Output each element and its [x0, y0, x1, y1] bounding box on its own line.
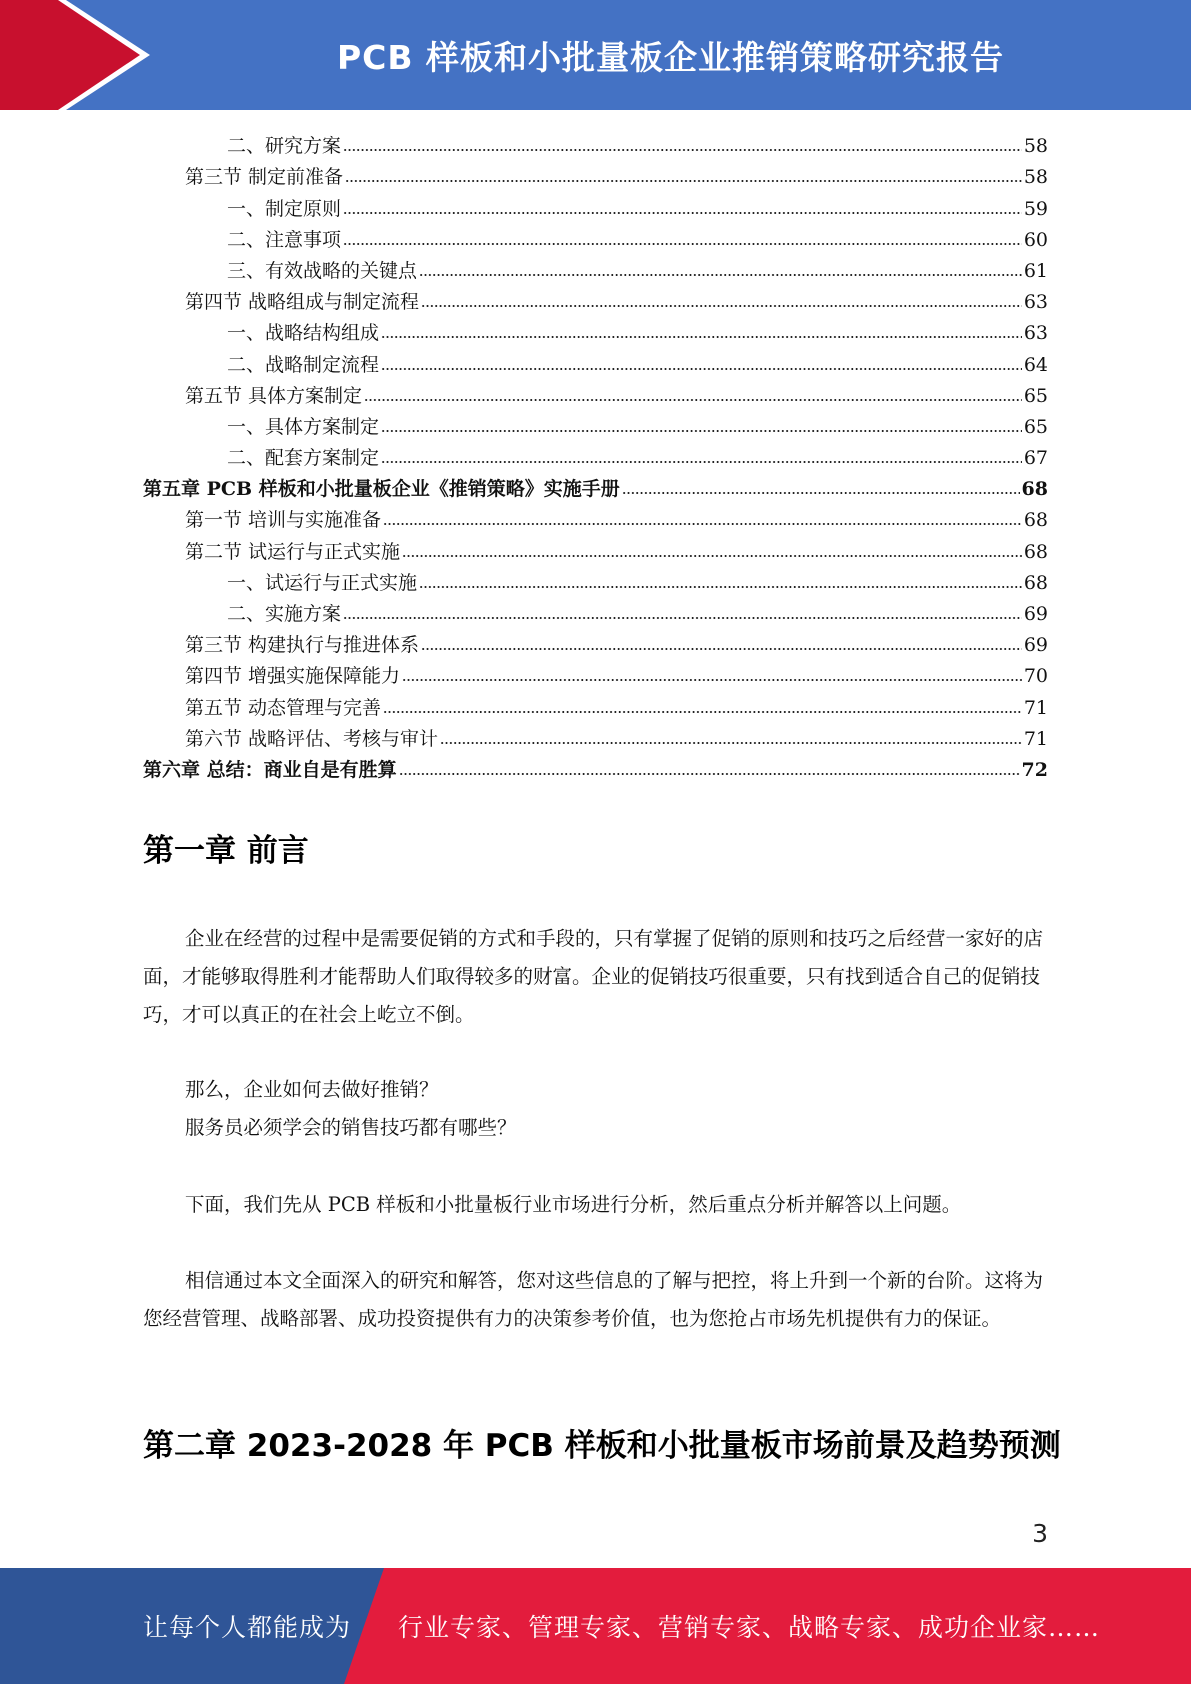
- closing-paragraph: 相信通过本文全面深入的研究和解答，您对这些信息的了解与把控，将上升到一个新的台阶。这将为您经营管理、战略部署、成功投资提供有力的决策参考价值，也为您抢占市场先机提供有力的保证。: [143, 1269, 1044, 1330]
- toc-entry-page: 61: [1023, 259, 1048, 282]
- toc-entry[interactable]: [143, 501, 1048, 532]
- intro-paragraph: 企业在经营的过程中是需要促销的方式和手段的，只有掌握了促销的原则和技巧之后经营一家好的店面，才能够取得胜利才能帮助人们取得较多的财富。企业的促销技巧很重要，只有找到适合自己的促销技巧，才可以真正的在社会上屹立不倒。: [143, 927, 1044, 1026]
- toc-entry[interactable]: [143, 751, 1048, 782]
- toc-entry-title: 三、有效战略的关键点: [227, 259, 418, 282]
- toc-entry-title: 二、实施方案: [227, 603, 342, 625]
- toc-entry-page: 64: [1023, 353, 1048, 376]
- toc-dot-leader: [343, 241, 1022, 247]
- toc-entry-title: 一、战略结构组成: [227, 322, 380, 345]
- toc-entry-title: 第二节 试运行与正式实施: [185, 540, 401, 563]
- toc-dot-leader: [383, 521, 1022, 527]
- toc-dot-leader: [622, 490, 1020, 496]
- header-arrow-graphic: [0, 0, 160, 110]
- toc-entry-page: 58: [1023, 166, 1048, 189]
- toc-dot-leader: [421, 303, 1022, 309]
- footer-slogan-left: 让每个人都能成为: [143, 1613, 352, 1642]
- toc-entry-title: 第三节 构建执行与推进体系: [185, 634, 420, 657]
- table-of-contents: [143, 127, 1048, 782]
- toc-entry-title: 二、配套方案制定: [227, 447, 380, 470]
- toc-entry[interactable]: [143, 564, 1048, 595]
- toc-entry-page: 63: [1023, 291, 1048, 314]
- toc-entry-title: 第一节 培训与实施准备: [185, 509, 382, 532]
- toc-entry-page: 69: [1023, 603, 1048, 625]
- toc-entry[interactable]: [143, 252, 1048, 283]
- question-line: 服务员必须学会的销售技巧都有哪些？: [185, 1116, 517, 1139]
- toc-entry[interactable]: [143, 221, 1048, 252]
- toc-entry-page: 68: [1023, 540, 1048, 563]
- toc-dot-leader: [364, 397, 1022, 403]
- toc-entry-page: 69: [1023, 634, 1048, 657]
- toc-entry-page: 68: [1021, 478, 1048, 501]
- toc-dot-leader: [419, 584, 1022, 590]
- toc-dot-leader: [402, 677, 1022, 683]
- toc-entry-title: 第六节 战略评估、考核与审计: [185, 727, 439, 750]
- toc-entry-title: 二、注意事项: [227, 228, 342, 251]
- toc-entry-title: 二、研究方案: [227, 135, 342, 158]
- toc-entry-page: 58: [1023, 135, 1048, 158]
- toc-dot-leader: [343, 147, 1022, 153]
- toc-dot-leader: [402, 553, 1022, 559]
- toc-entry[interactable]: [143, 595, 1048, 626]
- toc-entry-title: 第五节 动态管理与完善: [185, 696, 382, 719]
- footer-slogan-right: 行业专家、管理专家、营销专家、战略专家、成功企业家……: [398, 1613, 1101, 1642]
- toc-entry-title: 第五章 PCB 样板和小批量板企业《推销策略》实施手册: [143, 478, 620, 501]
- report-title: PCB 样板和小批量板企业推销策略研究报告: [336, 37, 1005, 77]
- toc-entry-page: 65: [1023, 384, 1048, 407]
- toc-entry-page: 71: [1023, 696, 1048, 719]
- toc-entry[interactable]: [143, 688, 1048, 719]
- toc-entry[interactable]: [143, 189, 1048, 220]
- toc-entry[interactable]: [143, 345, 1048, 376]
- toc-entry[interactable]: [143, 158, 1048, 189]
- analysis-paragraph: 下面，我们先从 PCB 样板和小批量板行业市场进行分析，然后重点分析并解答以上问题。: [185, 1193, 962, 1216]
- toc-entry[interactable]: [143, 314, 1048, 345]
- toc-entry-title: 一、试运行与正式实施: [227, 571, 418, 594]
- toc-entry[interactable]: [143, 408, 1048, 439]
- toc-entry-title: 二、战略制定流程: [227, 353, 380, 376]
- page-number: 3: [1032, 1519, 1048, 1548]
- toc-entry-page: 68: [1023, 509, 1048, 532]
- toc-entry-page: 72: [1021, 758, 1048, 781]
- toc-entry-title: 第四节 增强实施保障能力: [185, 665, 401, 688]
- toc-entry-page: 65: [1023, 415, 1048, 438]
- toc-dot-leader: [399, 771, 1020, 777]
- toc-dot-leader: [383, 709, 1022, 715]
- toc-dot-leader: [381, 428, 1022, 434]
- toc-entry[interactable]: [143, 283, 1048, 314]
- toc-dot-leader: [421, 646, 1022, 652]
- toc-dot-leader: [381, 334, 1022, 340]
- toc-entry[interactable]: [143, 439, 1048, 470]
- toc-entry-page: 63: [1023, 322, 1048, 345]
- toc-entry-title: 一、制定原则: [227, 197, 342, 220]
- toc-entry-title: 一、具体方案制定: [227, 415, 380, 438]
- chapter-2-heading: 第二章 2023-2028 年 PCB 样板和小批量板市场前景及趋势预测: [143, 1428, 1061, 1464]
- toc-entry-page: 70: [1023, 665, 1048, 688]
- toc-entry-page: 68: [1023, 571, 1048, 594]
- toc-entry[interactable]: [143, 720, 1048, 751]
- toc-entry[interactable]: [143, 377, 1048, 408]
- toc-entry-title: 第五节 具体方案制定: [185, 384, 363, 407]
- toc-entry-title: 第三节 制定前准备: [185, 166, 344, 189]
- toc-dot-leader: [345, 178, 1022, 184]
- toc-entry-page: 71: [1023, 727, 1048, 750]
- toc-entry-title: 第六章 总结：商业自是有胜算: [143, 758, 397, 781]
- toc-dot-leader: [343, 210, 1022, 216]
- toc-dot-leader: [343, 615, 1022, 621]
- toc-entry[interactable]: [143, 127, 1048, 158]
- toc-dot-leader: [381, 366, 1022, 372]
- toc-entry[interactable]: [143, 470, 1048, 501]
- toc-dot-leader: [381, 459, 1022, 465]
- toc-entry[interactable]: [143, 657, 1048, 688]
- toc-entry[interactable]: [143, 626, 1048, 657]
- toc-entry-page: 67: [1023, 447, 1048, 470]
- page-footer: [0, 1568, 1191, 1684]
- toc-entry-page: 59: [1023, 197, 1048, 220]
- page-header: [0, 0, 1191, 110]
- toc-entry-page: 60: [1023, 228, 1048, 251]
- question-line: 那么，企业如何去做好推销？: [185, 1078, 439, 1101]
- toc-entry[interactable]: [143, 532, 1048, 563]
- toc-dot-leader: [440, 740, 1022, 746]
- toc-entry-title: 第四节 战略组成与制定流程: [185, 291, 420, 314]
- chapter-1-heading: 第一章 前言: [143, 833, 309, 869]
- toc-dot-leader: [419, 272, 1022, 278]
